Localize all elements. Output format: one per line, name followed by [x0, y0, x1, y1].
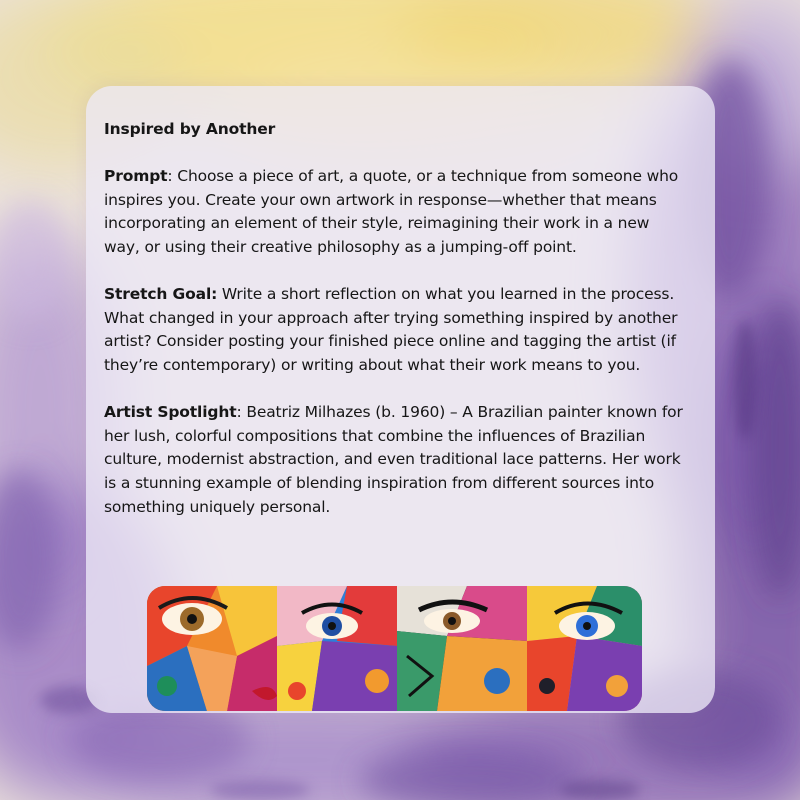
prompt-label: Prompt	[104, 167, 168, 186]
artist-spotlight-label: Artist Spotlight	[104, 403, 237, 422]
prompt-text: : Choose a piece of art, a quote, or a technique from someone who inspires you. Create your own artwork in response—whether that means incorporating an element of their style, reimagining their work in a new way, or using their creative philosophy as a jumping-off point.	[104, 167, 679, 256]
artist-spotlight-text: : Beatriz Milhazes (b. 1960) – A Brazilian painter known for her lush, colorful compositions that combine the influences of Brazilian culture, modernist abstraction, and even traditional lace patterns. Her work is a stunning example of blending inspiration from different sources into something uniquely personal.	[104, 403, 683, 516]
card-title: Inspired by Another	[104, 120, 276, 138]
stretch-goal-text: Write a short reflection on what you learned in the process. What changed in your approach after trying something inspired by another artist? Consider posting your finished piece online and tagging the artist (if they’re contemporary) or writing about what their work means to you.	[104, 285, 678, 374]
faces-collage-image	[147, 586, 642, 711]
colorful-faces-artwork	[147, 586, 642, 711]
stretch-goal-paragraph	[104, 283, 684, 377]
prompt-card-text	[104, 118, 684, 543]
artist-spotlight-paragraph	[104, 401, 684, 519]
prompt-paragraph	[104, 165, 684, 259]
stretch-goal-label: Stretch Goal:	[104, 285, 218, 304]
